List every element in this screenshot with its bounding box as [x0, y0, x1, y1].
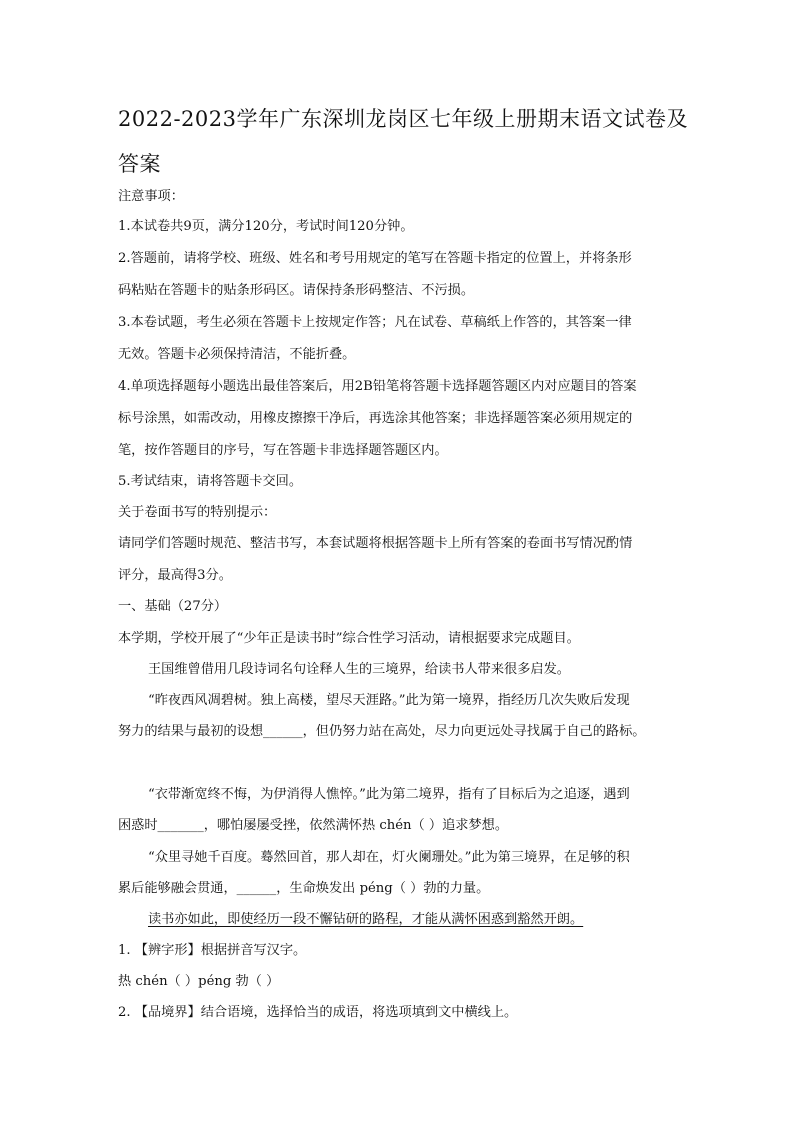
- passage-para-3-line-2: 困惑时_______，哪怕屡屡受挫，依然满怀热 chén（ ）追求梦想。: [118, 818, 509, 833]
- passage-para-2-line-2: 努力的结果与最初的设想______，但仍努力站在高处，尽力向更远处寻找属于自己的路标。: [118, 724, 646, 739]
- notice-heading: 注意事项：: [118, 189, 184, 204]
- section-heading: 一、基础（27分）: [118, 599, 228, 614]
- notice-item-3-line-1: 3.本卷试题，考生必须在答题卡上按规定作答；凡在试卷、草稿纸上作答的，其答案一律: [118, 315, 632, 330]
- passage-para-4-line-1: “众里寻她千百度。蓦然回首，那人却在，灯火阑珊处。”此为第三境界，在足够的积: [148, 850, 630, 865]
- handwriting-note-heading: 关于卷面书写的特别提示：: [118, 505, 277, 520]
- question-2: 2. 【品境界】结合语境，选择恰当的成语，将选项填到文中横线上。: [118, 1005, 518, 1020]
- passage-underlined-sentence: 读书亦如此，即使经历一段不懈钻研的路程，才能从满怀困惑到豁然开朗。: [148, 912, 584, 927]
- passage-para-4-line-2: 累后能够融会贯通，______，生命焕发出 péng（ ）勃的力量。: [118, 881, 490, 896]
- section-intro: 本学期，学校开展了“少年正是读书时”综合性学习活动，请根据要求完成题目。: [118, 631, 580, 646]
- passage-para-3-line-1: “衣带渐宽终不悔，为伊消得人憔悴。”此为第二境界，指有了目标后为之追逐，遇到: [148, 787, 630, 802]
- notice-item-2-line-1: 2.答题前，请将学校、班级、姓名和考号用规定的笔写在答题卡指定的位置上，并将条形: [118, 251, 632, 266]
- notice-item-2-line-2: 码粘贴在答题卡的贴条形码区。请保持条形码整洁、不污损。: [118, 283, 475, 298]
- notice-item-5: 5.考试结束，请将答题卡交回。: [118, 474, 303, 489]
- notice-item-4-line-1: 4.单项选择题每小题选出最佳答案后，用2B铅笔将答题卡选择题答题区内对应题目的答案: [118, 379, 637, 394]
- document-title: 2022-2023学年广东深圳龙岗区七年级上册期末语文试卷及答案: [118, 107, 688, 176]
- notice-item-3-line-2: 无效。答题卡必须保持清洁，不能折叠。: [118, 347, 356, 362]
- notice-item-4-line-3: 笔，按作答题目的序号，写在答题卡非选择题答题区内。: [118, 443, 448, 458]
- passage-para-1: 王国维曾借用几段诗词名句诠释人生的三境界，给读书人带来很多启发。: [148, 662, 570, 677]
- question-1-blanks: 热 chén（ ）péng 勃（ ）: [118, 974, 280, 989]
- question-1: 1. 【辨字形】根据拼音写汉字。: [118, 943, 307, 958]
- notice-item-1: 1.本试卷共9页，满分120分，考试时间120分钟。: [118, 219, 414, 234]
- handwriting-note-line-2: 评分，最高得3分。: [118, 568, 232, 583]
- passage-para-2-line-1: “昨夜西风凋碧树。独上高楼，望尽天涯路。”此为第一境界，指经历几次失败后发现: [148, 693, 630, 708]
- notice-item-4-line-2: 标号涂黑，如需改动，用橡皮擦擦干净后，再选涂其他答案；非选择题答案必须用规定的: [118, 411, 633, 426]
- handwriting-note-line-1: 请同学们答题时规范、整洁书写，本套试题将根据答题卡上所有答案的卷面书写情况酌情: [118, 536, 633, 551]
